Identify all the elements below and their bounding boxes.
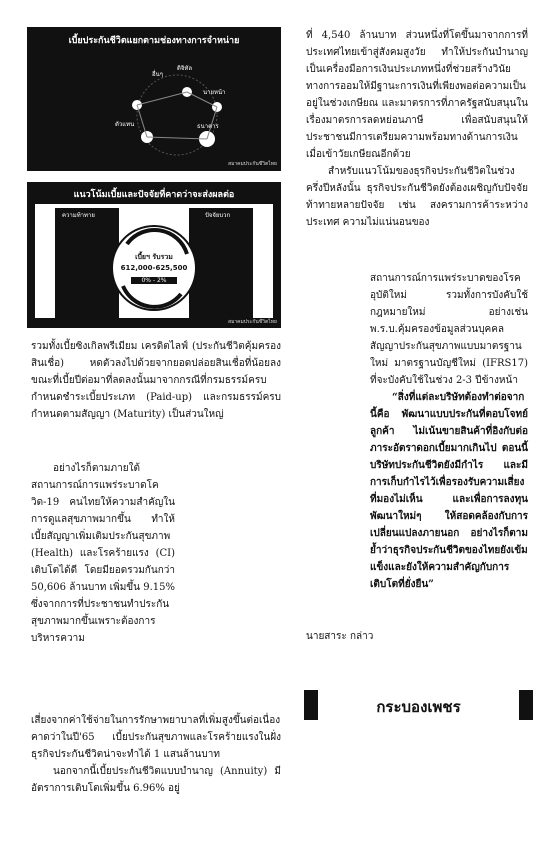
center-growth: 0% - 2% (131, 277, 177, 284)
label-agent: ตัวแทน (115, 121, 135, 128)
paragraph: รวมทั้งเบี้ยซิงเกิลพรีเมียม เครดิตไลฟ์ (ประกันชีวิตคุ้มครองสินเชื่อ) หดตัวลงไปด้วยจากยอดปล่อยสินเชื่อที่น้อยลง ขณะที่เบี้ยปีต่อมาที่ลดลงนั้นมาจากกรณีที่กรมธรรม์ครบกำหนดชำระเบี้ยประเภท (Paid-up) และกรมธรรม์ครบกำหนดตามสัญญา (Maturity) เป็นส่วนใหญ่ (31, 341, 281, 420)
right-column (306, 27, 528, 231)
brand-name: กระบองเพชร (376, 698, 461, 716)
label-digital: ดิจิทัล (177, 65, 193, 72)
quote-attribution: นายสาระ กล่าว (306, 631, 374, 642)
right-column-narrow (370, 270, 528, 593)
label-bank: ธนาคาร (197, 123, 219, 130)
slide-title: เบี้ยประกันชีวิตแยกตามช่องทางการจำหน่าย (68, 36, 240, 46)
network-graphic (27, 27, 281, 171)
paragraph: ที่ 4,540 ล้านบาท ส่วนหนึ่งที่โตขึ้นมาจากการที่ประเทศไทยเข้าสู่สังคมสูงวัย ทำให้ประกันบำนาญเป็นเครื่องมือการเงินประเภทหนึ่งที่ช่วยสร้างวินัยทางการออมให้มีฐานะการเงินที่เพียงพอต่อความเป็นอยู่ในช่วงเกษียณ และมาตรการที่ภาครัฐสนับสนุนในเรื่องมาตรการลดหย่อนภาษี เพื่อสนับสนุนให้ประชาชนมีการเตรียมความพร้อมทางด้านการเงินเมื่อเข้าวัยเกษียณอีกด้วย (306, 30, 528, 160)
paragraph: นอกจากนี้เบี้ยประกันชีวิตแบบบำนาญ (Annuity) มีอัตราการเติบโตเพิ่มขึ้น 6.96% อยู่ (31, 766, 281, 794)
paragraph: อย่างไรก็ตามภายใต้สถานการณ์การแพร่ระบาดโควิด-19 คนไทยให้ความสำคัญในการดูแลสุขภาพมากขึ้น ทำให้ เบี้ยสัญญาเพิ่มเติมประกันสุขภาพ (Health) และโรคร้ายแรง (CI) เติบโตได้ดี โดยมียอดรวมกันกว่า 50,606 ล้านบาท เพิ่มขึ้น 9.15% ซึ่งจากการที่ประชาชนทำประกันสุขภาพมากขึ้นเพราะต้องการบริหารความ (31, 463, 175, 644)
brand-bar-left (304, 690, 318, 720)
left-column-bottom (31, 712, 281, 797)
left-column-narrow (31, 460, 175, 647)
slide-footer: สมาคมประกันชีวิตไทย (228, 161, 277, 167)
challenge-tag: ความท้าทาย (62, 212, 95, 219)
center-label: เบี้ยฯ รับรวม (135, 253, 173, 261)
paragraph: เสี่ยงจากค่าใช้จ่ายในการรักษาพยาบาลที่เพิ่มสูงขึ้นต่อเนื่อง คาดว่าในปี'65 เบี้ยประกันสุขภาพและโรคร้ายแรงในฝั่งธุรกิจประกันชีวิตน่าจะทำได้ 1 แสนล้านบาท (31, 715, 281, 760)
paragraph: สำหรับแนวโน้มของธุรกิจประกันชีวิตในช่วงครึ่งปีหลังนั้น ธุรกิจประกันชีวิตยังต้องเผชิญกับปัจจัยท้าทายหลายปัจจัย เช่น สงครามการค้าระหว่างประเทศ ความไม่แน่นอนของ (306, 166, 528, 228)
paragraph: สถานการณ์การแพร่ระบาดของโรคอุบัติใหม่ รวมทั้งการบังคับใช้กฎหมายใหม่ อย่างเช่น พ.ร.บ.คุ้มครองข้อมูลส่วนบุคคล สัญญาประกันสุขภาพแบบมาตรฐานใหม่ มาตรฐานบัญชีใหม่ (IFRS17) ที่จะบังคับใช้ในช่วง 2-3 ปีข้างหน้า (370, 273, 528, 386)
label-other: อื่นๆ (152, 71, 163, 78)
slide-title: แนวโน้มเบี้ยและปัจจัยที่คาดว่าจะส่งผลต่อ (73, 190, 235, 200)
chart-slide-sales-channels (27, 27, 281, 171)
label-broker: นายหน้า (203, 89, 226, 96)
positive-tag: ปัจจัยบวก (205, 212, 231, 219)
brand-bar-right (519, 690, 533, 720)
quote: “สิ่งที่แต่ละบริษัทต้องทำต่อจากนี้คือ พัฒนาแบบประกันที่ตอบโจทย์ลูกค้า ไม่เน้นขายสินค้าที่อิงกับต่อภาระอัตราดอกเบี้ยมากเกินไป ตอนนี้บริษัทประกันชีวิตยังมีกำไร และมีการเก็บกำไรไว้เพื่อรองรับความเสี่ยงที่มองไม่เห็น และเพื่อการลงทุนพัฒนาใหม่ๆ ให้สอดคล้องกับการเปลี่ยนแปลงภายนอก อย่างไรก็ตาม ย้ำว่าธุรกิจประกันชีวิตของไทยยังเข้มแข็งและยังให้ความสำคัญกับการเติบโตที่ยั่งยืน” (370, 392, 528, 590)
left-column (31, 338, 281, 423)
quote-tail (306, 628, 528, 645)
center-value: 612,000-625,500 (120, 264, 188, 272)
chart-slide-premium-outlook (27, 182, 281, 328)
slide-footer: สมาคมประกันชีวิตไทย (228, 319, 277, 325)
